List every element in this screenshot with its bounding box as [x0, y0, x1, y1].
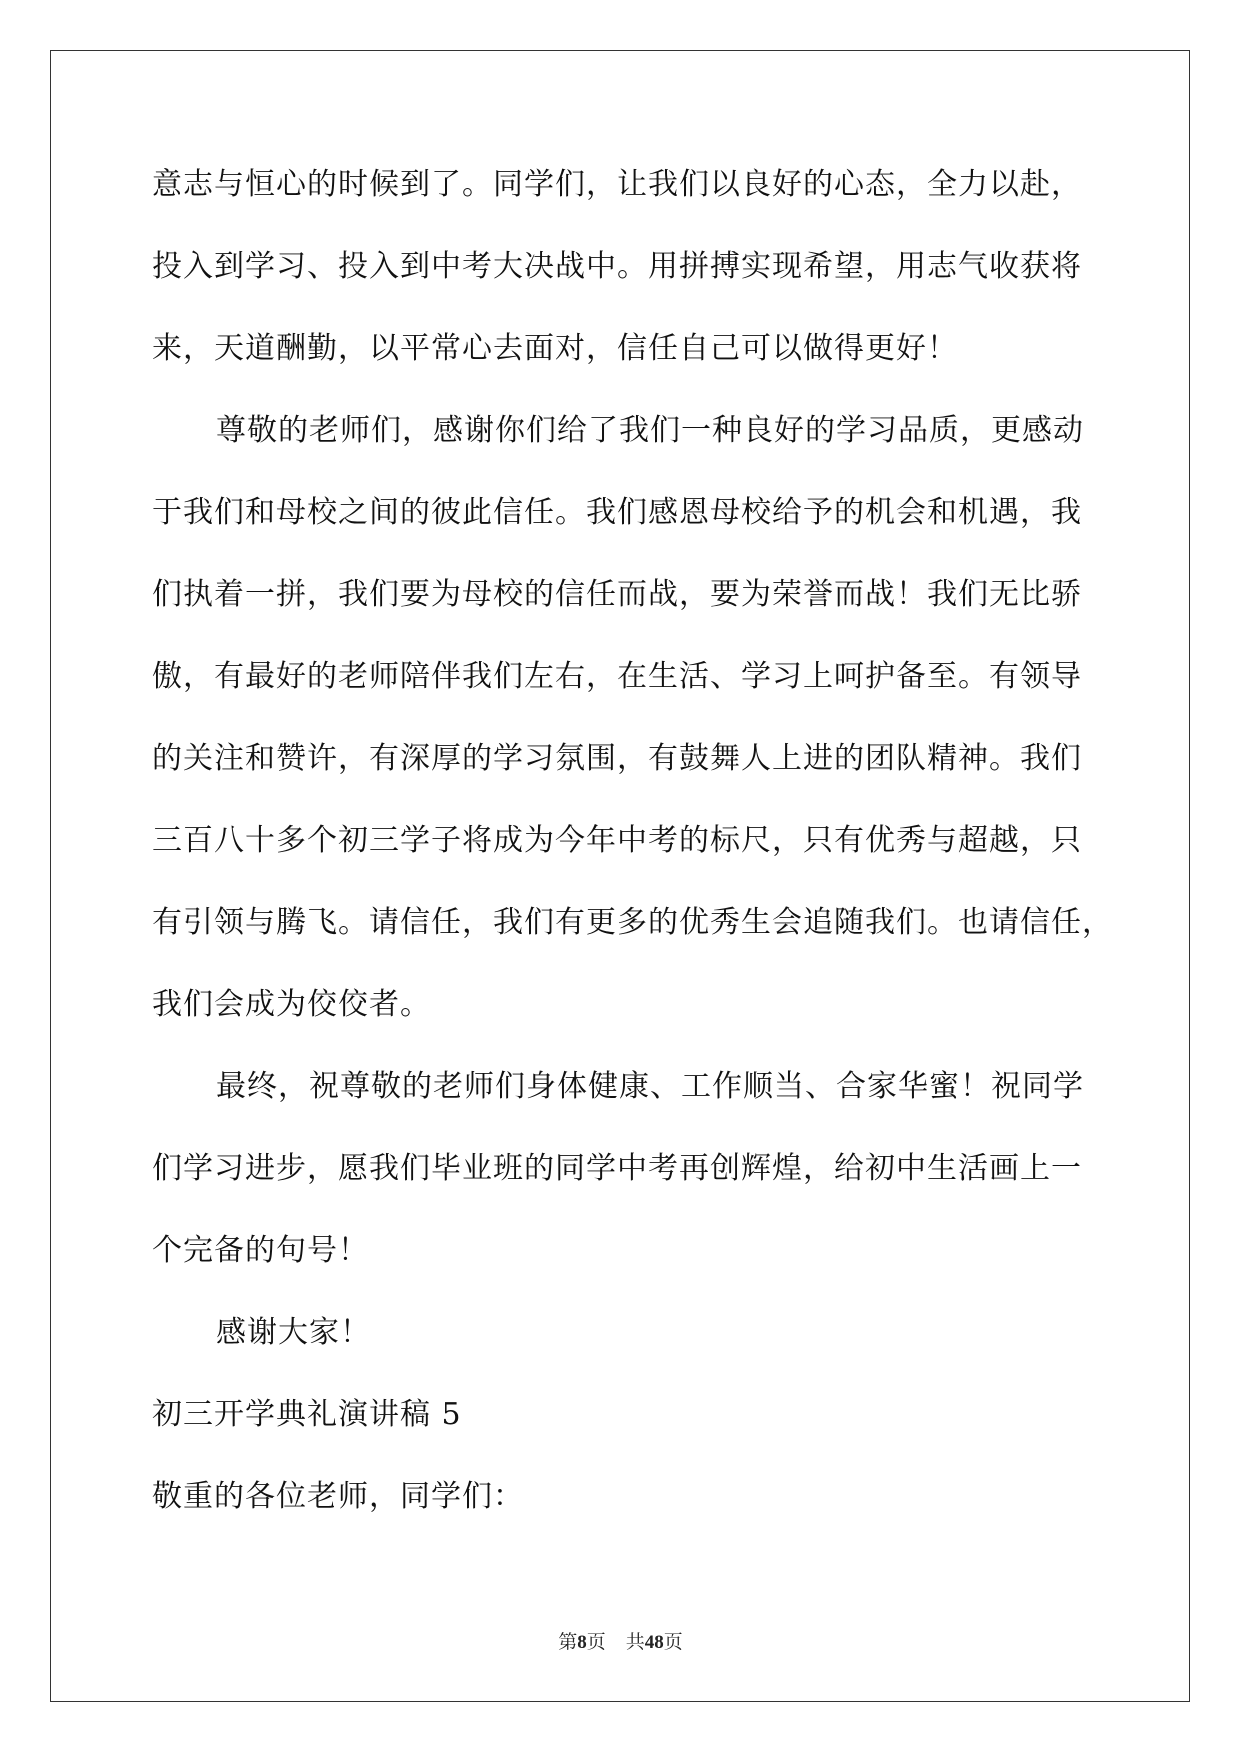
paragraph-start-line: 最终，祝尊敬的老师们身体健康、工作顺当、合家华蜜！祝同学	[216, 1069, 1084, 1104]
total-pages: 48	[644, 1632, 664, 1653]
text-line: 来，天道酬勤，以平常心去面对，信任自己可以做得更好！	[152, 331, 958, 366]
page-suffix: 页	[586, 1631, 606, 1653]
total-suffix: 页	[663, 1631, 683, 1653]
page-prefix: 第	[558, 1631, 578, 1653]
text-line: 们学习进步，愿我们毕业班的同学中考再创辉煌，给初中生活画上一	[152, 1151, 1082, 1186]
text-line: 三百八十多个初三学子将成为今年中考的标尺，只有优秀与超越，只	[152, 823, 1082, 858]
text-line: 意志与恒心的时候到了。同学们，让我们以良好的心态，全力以赴，	[152, 167, 1082, 202]
text-line: 于我们和母校之间的彼此信任。我们感恩母校给予的机会和机遇，我	[152, 495, 1082, 530]
salutation-line: 敬重的各位老师，同学们：	[152, 1479, 524, 1514]
closing-line: 感谢大家！	[216, 1315, 371, 1350]
text-line: 傲，有最好的老师陪伴我们左右，在生活、学习上呵护备至。有领导	[152, 659, 1082, 694]
text-line: 个完备的句号！	[152, 1233, 369, 1268]
text-line: 有引领与腾飞。请信任，我们有更多的优秀生会追随我们。也请信任，	[152, 905, 1113, 940]
text-line: 们执着一拼，我们要为母校的信任而战，要为荣誉而战！我们无比骄	[152, 577, 1082, 612]
text-line: 我们会成为佼佼者。	[152, 987, 431, 1022]
paragraph-start-line: 尊敬的老师们，感谢你们给了我们一种良好的学习品质，更感动	[216, 413, 1084, 448]
page-footer	[0, 1630, 1241, 1655]
text-line: 投入到学习、投入到中考大决战中。用拼搏实现希望，用志气收获将	[152, 249, 1082, 284]
document-body	[152, 165, 1112, 1559]
text-line: 的关注和赞许，有深厚的学习氛围，有鼓舞人上进的团队精神。我们	[152, 741, 1082, 776]
page-number: 8	[577, 1632, 587, 1653]
total-prefix: 共	[625, 1631, 645, 1653]
section-title: 初三开学典礼演讲稿 5	[152, 1397, 462, 1432]
